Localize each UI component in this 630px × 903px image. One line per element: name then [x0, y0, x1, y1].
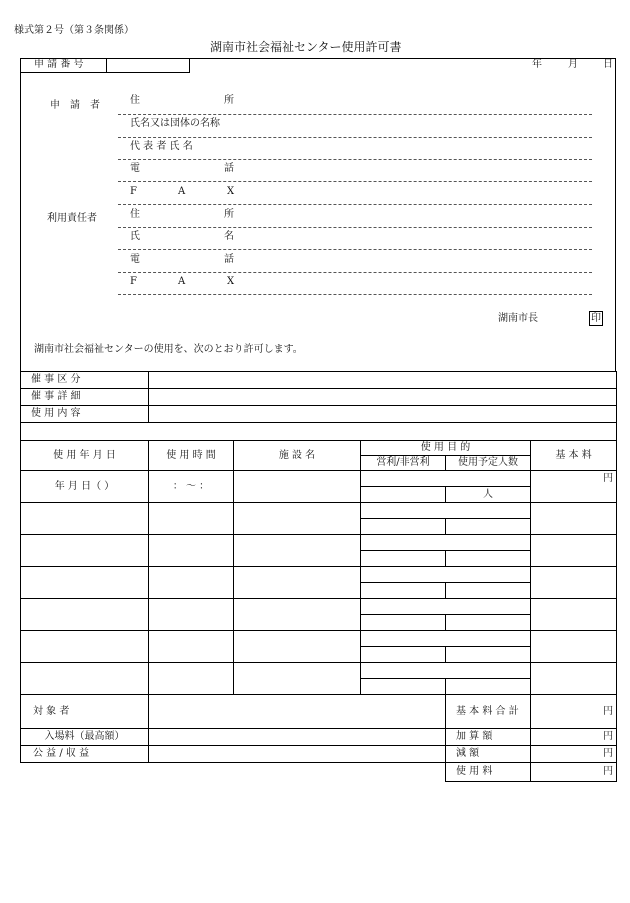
event-detail-label: 催 事 詳 細 — [21, 389, 149, 406]
applicant-address-label-a: 住 — [130, 95, 140, 106]
usage-fee-label: 使 用 料 — [446, 763, 531, 782]
permission-statement: 湖南市社会福祉センターの使用を、次のとおり許可します。 — [34, 344, 303, 355]
responsible-tel-label-a: 電 — [130, 254, 140, 265]
row1-fee[interactable]: 円 — [531, 471, 617, 503]
applicant-name-label: 氏名又は団体の名称 — [130, 118, 220, 129]
blank-area — [21, 763, 446, 782]
applicant-fax-f: F — [130, 186, 137, 197]
table-row-time[interactable] — [149, 663, 234, 695]
usage-content-label: 使 用 内 容 — [21, 406, 149, 423]
table-row-profit[interactable] — [361, 583, 446, 599]
seal-mark: 印 — [591, 313, 601, 324]
col-facility: 施 設 名 — [234, 441, 361, 471]
date-month-label: 月 — [568, 59, 578, 70]
applicant-frame — [20, 58, 616, 372]
usage-table — [20, 371, 617, 782]
table-row-facility[interactable] — [234, 599, 361, 631]
responsible-name-label-b: 名 — [224, 231, 234, 242]
table-row-time[interactable] — [149, 567, 234, 599]
table-row-fee[interactable] — [531, 535, 617, 567]
table-row-time[interactable] — [149, 631, 234, 663]
target-field[interactable] — [149, 695, 446, 729]
table-row-date[interactable] — [21, 631, 149, 663]
applicant-label: 申 請 者 — [50, 100, 100, 111]
applicant-fax-x: X — [227, 186, 235, 197]
col-purpose-profit: 営利/非営利 — [361, 456, 446, 471]
responsible-address-label-a: 住 — [130, 209, 140, 220]
table-row-persons[interactable] — [446, 519, 531, 535]
col-purpose-persons: 使用予定人数 — [446, 456, 531, 471]
table-row-purpose[interactable] — [361, 567, 531, 583]
usage-fee-value[interactable]: 円 — [531, 763, 617, 782]
event-detail-field[interactable] — [149, 389, 617, 406]
responsible-label: 利用責任者 — [47, 213, 97, 224]
col-basic-fee: 基 本 料 — [531, 441, 617, 471]
table-row-date[interactable] — [21, 503, 149, 535]
table-row-time[interactable] — [149, 503, 234, 535]
responsible-fax-x: X — [227, 276, 235, 287]
date-year-label: 年 — [532, 59, 542, 70]
spacer-row — [21, 423, 617, 441]
col-purpose: 使 用 目 的 — [361, 441, 531, 456]
basic-total-label: 基 本 料 合 計 — [446, 695, 531, 729]
reduction-value[interactable]: 円 — [531, 746, 617, 763]
table-row-profit[interactable] — [361, 519, 446, 535]
table-row-date[interactable] — [21, 663, 149, 695]
table-row-date[interactable] — [21, 535, 149, 567]
table-row-facility[interactable] — [234, 567, 361, 599]
form-title: 湖南市社会福祉センター使用許可書 — [210, 40, 402, 54]
reduction-label: 減 額 — [446, 746, 531, 763]
table-row-profit[interactable] — [361, 679, 446, 695]
table-row-persons[interactable] — [446, 647, 531, 663]
table-row-purpose[interactable] — [361, 503, 531, 519]
table-row-fee[interactable] — [531, 599, 617, 631]
public-field[interactable] — [149, 746, 446, 763]
table-row-time[interactable] — [149, 599, 234, 631]
admission-label: 入場料（最高額） — [21, 729, 149, 746]
table-row-date[interactable] — [21, 567, 149, 599]
table-row-purpose[interactable] — [361, 535, 531, 551]
public-label: 公 益 / 収 益 — [21, 746, 149, 763]
row1-profit[interactable] — [361, 487, 446, 503]
table-row-persons[interactable] — [446, 583, 531, 599]
date-day-label: 日 — [603, 59, 613, 70]
event-category-field[interactable] — [149, 372, 617, 389]
table-row-profit[interactable] — [361, 647, 446, 663]
target-label: 対 象 者 — [21, 695, 149, 729]
table-row-time[interactable] — [149, 535, 234, 567]
table-row-fee[interactable] — [531, 503, 617, 535]
form-number: 様式第２号（第３条関係） — [14, 25, 134, 36]
table-row-date[interactable] — [21, 599, 149, 631]
mayor-label: 湖南市長 — [498, 313, 538, 324]
col-usage-time: 使 用 時 間 — [149, 441, 234, 471]
responsible-name-label-a: 氏 — [130, 231, 140, 242]
table-row-purpose[interactable] — [361, 663, 531, 679]
table-row-facility[interactable] — [234, 503, 361, 535]
table-row-facility[interactable] — [234, 663, 361, 695]
applicant-tel-label-b: 話 — [224, 163, 234, 174]
applicant-address-label-b: 所 — [224, 95, 234, 106]
table-row-profit[interactable] — [361, 615, 446, 631]
row1-persons[interactable]: 人 — [446, 487, 531, 503]
addition-value[interactable]: 円 — [531, 729, 617, 746]
basic-total-value[interactable]: 円 — [531, 695, 617, 729]
applicant-fax-a: A — [178, 186, 186, 197]
table-row-fee[interactable] — [531, 663, 617, 695]
table-row-purpose[interactable] — [361, 599, 531, 615]
admission-field[interactable] — [149, 729, 446, 746]
col-usage-date: 使 用 年 月 日 — [21, 441, 149, 471]
responsible-fax-a: A — [178, 276, 186, 287]
table-row-fee[interactable] — [531, 567, 617, 599]
responsible-address-label-b: 所 — [224, 209, 234, 220]
table-row-persons[interactable] — [446, 551, 531, 567]
row1-purpose-top[interactable] — [361, 471, 531, 487]
application-number-label: 申 請 番 号 — [34, 59, 84, 70]
applicant-tel-label-a: 電 — [130, 163, 140, 174]
row1-facility[interactable] — [234, 471, 361, 503]
row1-time[interactable]: ： ～ ： — [149, 471, 234, 503]
row1-date[interactable]: 年 月 日（ ） — [21, 471, 149, 503]
usage-content-field[interactable] — [149, 406, 617, 423]
table-row-facility[interactable] — [234, 535, 361, 567]
table-row-profit[interactable] — [361, 551, 446, 567]
event-category-label: 催 事 区 分 — [21, 372, 149, 389]
addition-label: 加 算 額 — [446, 729, 531, 746]
table-row-persons[interactable] — [446, 679, 531, 695]
responsible-fax-f: F — [130, 276, 137, 287]
table-row-fee[interactable] — [531, 631, 617, 663]
applicant-representative-label: 代 表 者 氏 名 — [130, 141, 193, 152]
table-row-facility[interactable] — [234, 631, 361, 663]
table-row-persons[interactable] — [446, 615, 531, 631]
responsible-tel-label-b: 話 — [224, 254, 234, 265]
table-row-purpose[interactable] — [361, 631, 531, 647]
